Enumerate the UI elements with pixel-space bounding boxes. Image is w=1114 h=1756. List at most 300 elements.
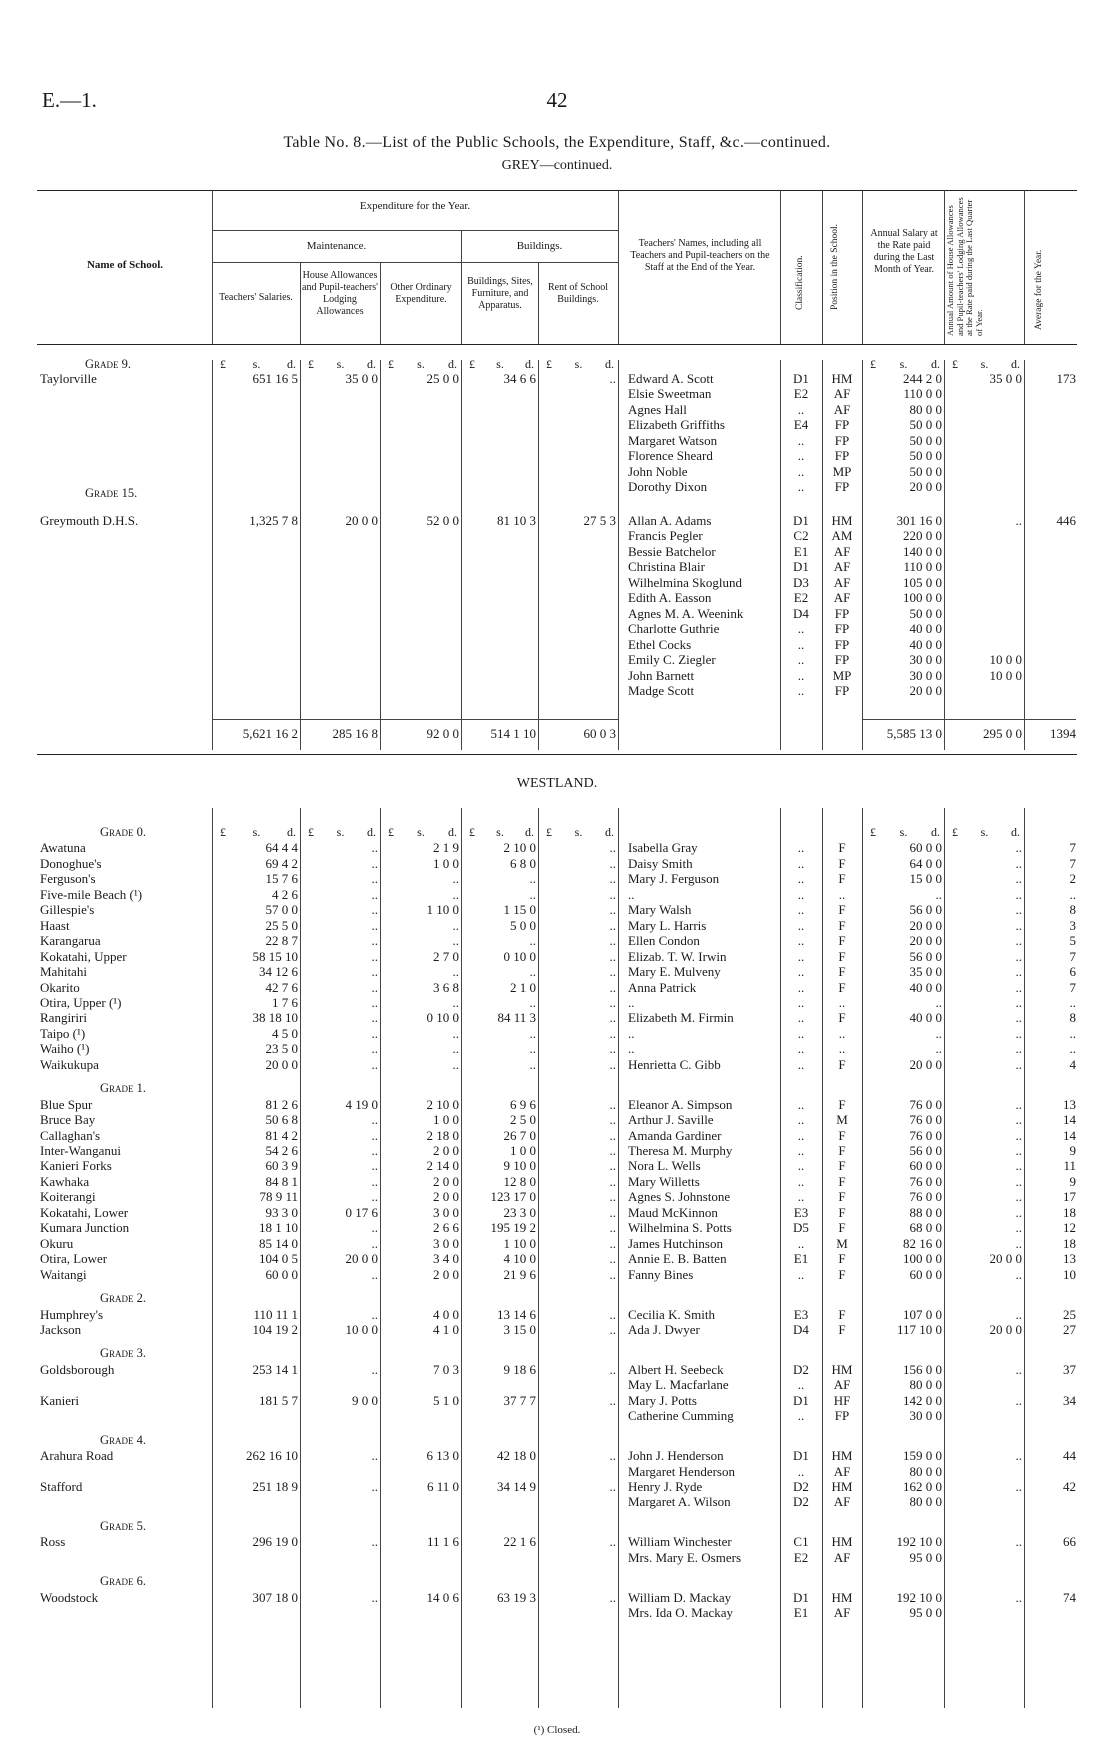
position: AF (833, 1549, 851, 1565)
teacher-name: Wilhelmina S. Potts (628, 1220, 732, 1236)
page-number: 42 (546, 88, 568, 112)
classification: .. (797, 1010, 805, 1026)
teachers-salaries: 38 18 10 (252, 1010, 298, 1026)
teacher-name: Nora L. Wells (628, 1158, 701, 1174)
position: AF (833, 401, 851, 417)
buildings-expenditure: 0 10 0 (503, 948, 536, 964)
school-name: Ross (40, 1534, 66, 1550)
classification: E3 (793, 1306, 809, 1322)
position: F (838, 840, 846, 856)
rent: .. (609, 1220, 616, 1236)
position: F (838, 1096, 846, 1112)
annual-house-allowance: .. (1015, 1056, 1022, 1072)
other-expenditure: .. (452, 964, 459, 980)
rent: 27 5 3 (583, 513, 616, 528)
other-expenditure: 3 4 0 (433, 1251, 459, 1267)
annual-house-allowance: .. (1015, 1158, 1022, 1174)
buildings-expenditure: 81 10 3 (497, 513, 536, 528)
average-attendance: .. (1069, 1025, 1076, 1041)
header-annual-salary: Annual Salary at the Rate paid during the Last Month of Year. (870, 228, 938, 275)
other-expenditure: .. (452, 1056, 459, 1072)
house-allowances: 35 0 0 (345, 371, 378, 386)
annual-salary: 50 0 0 (909, 448, 942, 464)
buildings-expenditure: 6 9 6 (510, 1096, 536, 1112)
rent: .. (609, 1189, 616, 1205)
unit-shilling: s. (496, 825, 504, 839)
position: F (838, 1158, 846, 1174)
rent: .. (609, 1143, 616, 1158)
teacher-name: .. (628, 1041, 635, 1057)
rent: .. (609, 1266, 616, 1282)
teachers-salaries: 23 5 0 (265, 1041, 298, 1057)
header-teachers-salaries: Teachers' Salaries. (219, 292, 293, 303)
average-attendance: 14 (1063, 1112, 1076, 1128)
school-name: Gillespie's (40, 902, 95, 918)
buildings-expenditure: 6 8 0 (510, 855, 536, 871)
rent: .. (609, 1392, 616, 1408)
header-annual-house: Annual Amount of House Allowances and Pupil-teachers' Lodging Allowances at the Rate paid during the Last Quarter of Year. (945, 197, 984, 336)
position: MP (832, 667, 852, 683)
position: .. (838, 1025, 846, 1041)
average-attendance: 9 (1069, 1143, 1076, 1158)
annual-salary: 95 0 0 (909, 1549, 942, 1565)
teacher-name: William Winchester (628, 1534, 732, 1550)
buildings-expenditure: 9 10 0 (503, 1158, 536, 1174)
buildings-expenditure: 26 7 0 (503, 1127, 536, 1143)
annual-house-allowance: .. (1015, 1235, 1022, 1251)
position: F (838, 855, 846, 871)
header-maintenance: Maintenance. (306, 240, 367, 252)
position: F (838, 1306, 846, 1322)
house-allowances: .. (371, 1143, 378, 1158)
school-name: Waiho (¹) (40, 1041, 90, 1057)
rent: .. (609, 1589, 616, 1605)
currency-units (870, 357, 940, 372)
unit-pence: d. (286, 825, 296, 839)
teacher-name: Christina Blair (628, 559, 705, 575)
rent: .. (609, 948, 616, 964)
annual-house-allowance: .. (1015, 1173, 1022, 1189)
house-allowances: .. (371, 1235, 378, 1251)
school-name: Waikukupa (40, 1056, 99, 1072)
teachers-salaries: 60 3 9 (265, 1158, 298, 1174)
rent: .. (609, 917, 616, 933)
other-expenditure: 4 1 0 (433, 1321, 459, 1337)
classification: .. (797, 1266, 805, 1282)
teacher-name: Mary E. Mulveny (628, 964, 721, 980)
annual-salary: 192 10 0 (896, 1534, 942, 1550)
annual-house-allowance: .. (1015, 1534, 1022, 1550)
school-name: Humphrey's (40, 1306, 104, 1322)
grade-heading: Grade 15. (85, 486, 138, 500)
classification: .. (797, 1127, 805, 1143)
classification: .. (797, 1158, 805, 1174)
westland-section-label: WESTLAND. (516, 776, 598, 791)
unit-pound: £ (870, 825, 876, 839)
teachers-salaries: 58 15 10 (252, 948, 298, 964)
teacher-name: Florence Sheard (628, 448, 713, 464)
average-attendance: 13 (1063, 1251, 1076, 1267)
position: HF (833, 1392, 851, 1408)
teachers-salaries: 93 3 0 (265, 1204, 298, 1220)
classification: E4 (793, 417, 809, 433)
classification: .. (797, 636, 805, 652)
annual-salary: 156 0 0 (903, 1361, 942, 1377)
unit-pence: d. (604, 825, 614, 839)
teachers-salaries: 84 8 1 (265, 1173, 298, 1189)
classification: .. (797, 463, 805, 479)
average-attendance: 446 (1056, 513, 1076, 528)
classification: E1 (793, 543, 809, 559)
teachers-salaries: 54 2 6 (265, 1143, 298, 1158)
average-attendance: 12 (1063, 1220, 1076, 1236)
teacher-name: Ada J. Dwyer (628, 1321, 700, 1337)
unit-pound: £ (388, 825, 394, 839)
annual-house-allowance: .. (1015, 1266, 1022, 1282)
grade-heading: Grade 3. (100, 1346, 147, 1361)
rent: .. (609, 1448, 616, 1464)
school-name: Kawhaka (40, 1173, 90, 1189)
rent: .. (609, 1321, 616, 1337)
annual-salary: 15 0 0 (909, 871, 942, 887)
teacher-name: Eleanor A. Simpson (628, 1096, 733, 1112)
annual-salary: 192 10 0 (896, 1589, 942, 1605)
annual-house-allowance: .. (1015, 871, 1022, 887)
teacher-name: Bessie Batchelor (628, 543, 716, 559)
buildings-expenditure: 21 9 6 (503, 1266, 536, 1282)
teacher-name: Annie E. B. Batten (628, 1251, 727, 1267)
buildings-expenditure: .. (529, 964, 536, 980)
position: F (838, 1173, 846, 1189)
annual-house-allowance: 10 0 0 (989, 652, 1022, 668)
buildings-expenditure: .. (529, 933, 536, 949)
teacher-name: Amanda Gardiner (628, 1127, 722, 1143)
average-attendance: 66 (1063, 1534, 1076, 1550)
position: HM (831, 1479, 853, 1494)
teachers-salaries: 104 19 2 (252, 1321, 298, 1337)
average-attendance: 8 (1069, 902, 1076, 918)
teacher-name: Agnes Hall (628, 401, 687, 417)
house-allowances: .. (371, 1589, 378, 1605)
grade-heading: Grade 0. (100, 825, 147, 839)
annual-salary: 100 0 0 (903, 590, 942, 606)
average-attendance: 18 (1063, 1204, 1076, 1220)
rent: .. (609, 1112, 616, 1128)
header-name-of-school: Name of School. (86, 259, 164, 271)
position: F (838, 1266, 846, 1282)
position: HM (831, 1361, 853, 1377)
annual-salary: 76 0 0 (909, 1112, 942, 1128)
classification: .. (797, 1189, 805, 1205)
average-attendance: 6 (1069, 964, 1076, 980)
annual-salary: 117 10 0 (896, 1321, 942, 1337)
teacher-name: Isabella Gray (628, 840, 698, 856)
annual-salary: 60 0 0 (909, 1266, 942, 1282)
teachers-salaries: 104 0 5 (259, 1251, 298, 1267)
teacher-name: Maud McKinnon (628, 1204, 718, 1220)
annual-salary: 80 0 0 (909, 1463, 942, 1479)
header-position: Position in the School. (830, 223, 840, 310)
annual-salary: 82 16 0 (903, 1235, 942, 1251)
average-attendance: 173 (1056, 371, 1076, 386)
position: HM (831, 371, 853, 386)
teacher-name: Margaret Henderson (628, 1463, 735, 1479)
annual-salary: 30 0 0 (909, 652, 942, 668)
teachers-salaries: 253 14 1 (252, 1361, 298, 1377)
rent: .. (609, 1056, 616, 1072)
position: F (838, 948, 846, 964)
school-name: Stafford (40, 1479, 83, 1494)
rent: .. (609, 1361, 616, 1377)
buildings-expenditure: .. (529, 1025, 536, 1041)
classification: .. (797, 1235, 805, 1251)
annual-salary: 68 0 0 (909, 1220, 942, 1236)
annual-salary: 142 0 0 (903, 1392, 942, 1408)
other-expenditure: 2 10 0 (426, 1096, 459, 1112)
total-rent: 60 0 3 (583, 726, 616, 741)
annual-salary: 76 0 0 (909, 1127, 942, 1143)
unit-pence: d. (930, 357, 940, 371)
house-allowances: .. (371, 1025, 378, 1041)
rent: .. (609, 1010, 616, 1026)
position: FP (834, 605, 850, 621)
annual-salary: 60 0 0 (909, 1158, 942, 1174)
classification: .. (797, 1143, 805, 1158)
other-expenditure: 2 0 0 (433, 1189, 459, 1205)
other-expenditure: 2 0 0 (433, 1173, 459, 1189)
teachers-salaries: 50 6 8 (265, 1112, 298, 1128)
classification: .. (797, 979, 805, 995)
unit-shilling: s. (336, 357, 345, 371)
house-allowances: .. (371, 1479, 378, 1494)
other-expenditure: 1 0 0 (433, 855, 459, 871)
other-expenditure: 25 0 0 (426, 371, 459, 386)
buildings-expenditure: 1 10 0 (503, 1235, 536, 1251)
school-name: Taipo (¹) (40, 1025, 86, 1041)
other-expenditure: 2 1 9 (433, 840, 459, 856)
classification: E2 (793, 590, 809, 606)
school-name: Arahura Road (40, 1448, 114, 1464)
teacher-name: Catherine Cumming (628, 1408, 734, 1424)
buildings-expenditure: 5 0 0 (510, 917, 536, 933)
average-attendance: 9 (1069, 1173, 1076, 1189)
house-allowances: .. (371, 1158, 378, 1174)
header-other-ordinary: Other Ordinary Expenditure. (390, 282, 452, 305)
rent: .. (609, 855, 616, 871)
rent: .. (609, 1127, 616, 1143)
classification: C2 (793, 528, 809, 544)
buildings-expenditure: 4 10 0 (503, 1251, 536, 1267)
annual-salary: 95 0 0 (909, 1605, 942, 1621)
teachers-salaries: 1,325 7 8 (249, 513, 298, 528)
page-ref: E.—1. (42, 88, 97, 112)
teacher-name: Albert H. Seebeck (628, 1361, 724, 1377)
average-attendance: 7 (1069, 948, 1076, 964)
position: F (838, 1220, 846, 1236)
position: MP (832, 463, 852, 479)
classification: .. (797, 840, 805, 856)
buildings-expenditure: 13 14 6 (497, 1306, 536, 1322)
classification: .. (797, 855, 805, 871)
position: M (836, 1112, 848, 1128)
annual-house-allowance: .. (1015, 1127, 1022, 1143)
currency-units (546, 825, 614, 840)
average-attendance: 8 (1069, 1010, 1076, 1026)
unit-shilling: s. (336, 825, 345, 839)
annual-salary: 20 0 0 (909, 933, 942, 949)
teachers-salaries: 4 2 6 (272, 886, 298, 902)
annual-salary: 50 0 0 (909, 432, 942, 448)
annual-house-allowance: .. (1015, 1220, 1022, 1236)
teachers-salaries: 81 2 6 (265, 1096, 298, 1112)
rent: .. (609, 1251, 616, 1267)
buildings-expenditure: .. (529, 1041, 536, 1057)
average-attendance: 34 (1063, 1392, 1076, 1408)
unit-pence: d. (930, 825, 940, 839)
header-expenditure: Expenditure for the Year. (359, 200, 471, 212)
house-allowances: .. (371, 886, 378, 902)
school-name: Okarito (40, 979, 80, 995)
rent: .. (609, 886, 616, 902)
annual-salary: 244 2 0 (903, 371, 942, 386)
house-allowances: .. (371, 1189, 378, 1205)
annual-salary: 40 0 0 (909, 979, 942, 995)
school-name: Bruce Bay (40, 1112, 96, 1128)
annual-house-allowance: .. (1015, 1025, 1022, 1041)
other-expenditure: 11 1 6 (426, 1534, 459, 1550)
unit-pound: £ (546, 357, 552, 371)
teacher-name: Mary J. Ferguson (628, 871, 720, 887)
annual-salary: 80 0 0 (909, 401, 942, 417)
annual-salary: 20 0 0 (909, 917, 942, 933)
average-attendance: 4 (1069, 1056, 1076, 1072)
classification: D1 (793, 371, 809, 386)
annual-salary: 40 0 0 (909, 636, 942, 652)
annual-salary: 301 16 0 (896, 513, 942, 528)
currency-units (952, 825, 1020, 840)
school-name: Five-mile Beach (¹) (40, 886, 143, 902)
classification: .. (797, 432, 805, 448)
header-buildings: Buildings. (516, 240, 563, 252)
position: AF (833, 559, 851, 575)
teacher-name: Mary Willetts (628, 1173, 700, 1189)
teacher-name: Margaret A. Wilson (628, 1494, 731, 1510)
school-name: Koiterangi (40, 1189, 96, 1205)
buildings-expenditure: 34 14 9 (497, 1479, 536, 1494)
annual-salary: 220 0 0 (903, 528, 942, 544)
classification: D2 (793, 1361, 809, 1377)
classification: .. (797, 1112, 805, 1128)
other-expenditure: 1 0 0 (433, 1112, 459, 1128)
classification: D2 (793, 1479, 809, 1494)
average-attendance: 7 (1069, 840, 1076, 856)
house-allowances: .. (371, 948, 378, 964)
currency-units (388, 825, 457, 840)
teachers-salaries: 307 18 0 (252, 1589, 298, 1605)
unit-pound: £ (546, 825, 552, 839)
house-allowances: 20 0 0 (345, 1251, 378, 1267)
annual-house-allowance: .. (1015, 902, 1022, 918)
classification: E2 (793, 1549, 809, 1565)
buildings-expenditure: 2 1 0 (510, 979, 536, 995)
house-allowances: .. (371, 1448, 378, 1464)
position: FP (834, 652, 850, 668)
position: .. (838, 1041, 846, 1057)
house-allowances: .. (371, 1010, 378, 1026)
annual-salary: 76 0 0 (909, 1096, 942, 1112)
currency-units (952, 357, 1020, 372)
teachers-salaries: 181 5 7 (259, 1392, 298, 1408)
other-expenditure: 2 14 0 (426, 1158, 459, 1174)
classification: .. (797, 917, 805, 933)
teacher-name: Mary Walsh (628, 902, 692, 918)
house-allowances: .. (371, 871, 378, 887)
unit-pound: £ (469, 357, 475, 371)
house-allowances: .. (371, 964, 378, 980)
house-allowances: 9 0 0 (352, 1392, 378, 1408)
classification: D5 (793, 1220, 809, 1236)
position: AF (833, 543, 851, 559)
average-attendance: 44 (1063, 1448, 1076, 1464)
rent: .. (609, 979, 616, 995)
buildings-expenditure: .. (529, 871, 536, 887)
annual-salary: 159 0 0 (903, 1448, 942, 1464)
unit-pence: d. (524, 825, 534, 839)
teachers-salaries: 4 5 0 (272, 1025, 298, 1041)
school-name: Kokatahi, Lower (40, 1204, 129, 1220)
annual-house-allowance: .. (1015, 1010, 1022, 1026)
total-buildings: 514 1 10 (490, 726, 536, 741)
other-expenditure: 6 11 0 (426, 1479, 459, 1494)
position: HM (831, 1589, 853, 1605)
annual-salary: 50 0 0 (909, 463, 942, 479)
position: F (838, 902, 846, 918)
teachers-salaries: 25 5 0 (265, 917, 298, 933)
annual-house-allowance: .. (1015, 1479, 1022, 1494)
annual-house-allowance: 35 0 0 (989, 371, 1022, 386)
other-expenditure: 4 0 0 (433, 1306, 459, 1322)
annual-salary: .. (935, 886, 942, 902)
buildings-expenditure: 1 15 0 (503, 902, 536, 918)
position: F (838, 871, 846, 887)
buildings-expenditure: .. (529, 1056, 536, 1072)
average-attendance: 11 (1063, 1158, 1076, 1174)
average-attendance: 17 (1063, 1189, 1076, 1205)
classification: D1 (793, 559, 809, 575)
annual-salary: 56 0 0 (909, 902, 942, 918)
position: F (838, 1189, 846, 1205)
other-expenditure: .. (452, 933, 459, 949)
house-allowances: .. (371, 1173, 378, 1189)
classification: .. (797, 652, 805, 668)
position: AF (833, 590, 851, 606)
position: AF (833, 1377, 851, 1393)
footnote: (¹) Closed. (533, 1724, 581, 1736)
average-attendance: 10 (1063, 1266, 1076, 1282)
house-allowances: .. (371, 855, 378, 871)
rent: .. (609, 902, 616, 918)
school-name: Woodstock (40, 1589, 99, 1605)
unit-shilling: s. (252, 825, 261, 839)
teacher-name: William D. Mackay (628, 1589, 732, 1605)
buildings-expenditure: 37 7 7 (503, 1392, 536, 1408)
teacher-name: Edith A. Easson (628, 590, 712, 606)
position: AF (833, 386, 851, 402)
unit-shilling: s. (252, 357, 261, 371)
buildings-expenditure: .. (529, 994, 536, 1010)
position: AF (833, 1463, 851, 1479)
house-allowances: .. (371, 1041, 378, 1057)
